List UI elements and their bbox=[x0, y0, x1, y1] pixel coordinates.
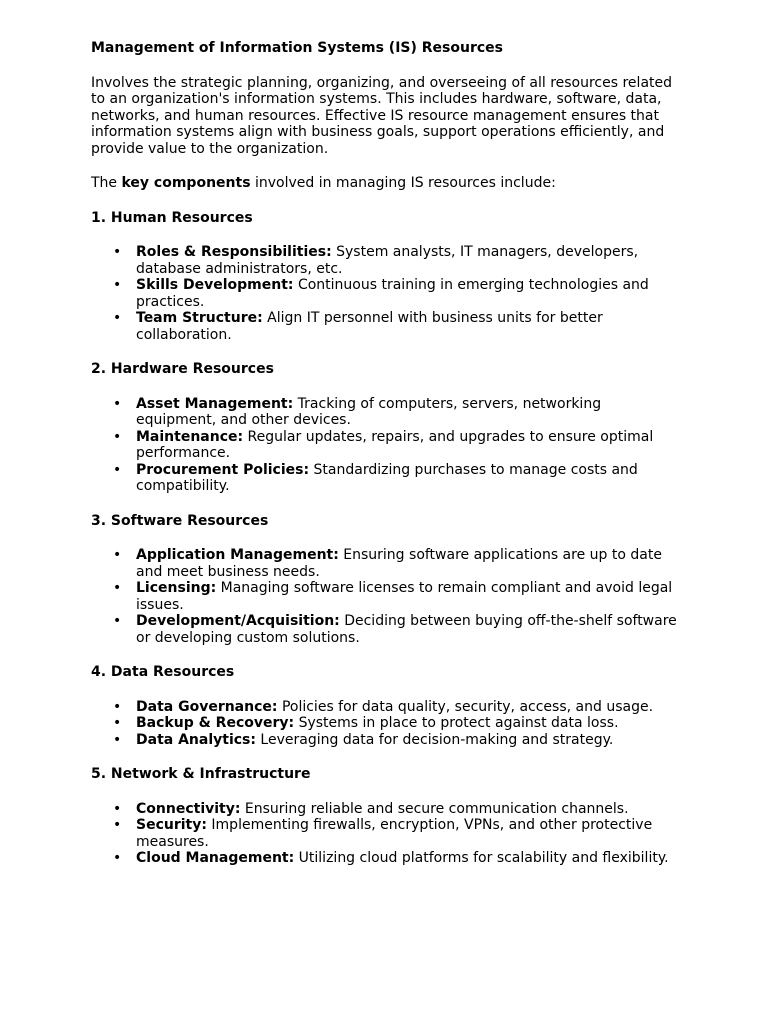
item-text: Align IT personnel with business units for better collaboration. bbox=[136, 310, 603, 343]
item-text: Regular updates, repairs, and upgrades to ensure optimal performance. bbox=[136, 428, 654, 461]
item-term: Connectivity: bbox=[136, 800, 241, 817]
list-item bbox=[136, 801, 681, 818]
list-item bbox=[136, 396, 681, 429]
item-term: Development/Acquisition: bbox=[136, 613, 340, 629]
item-text: Deciding between buying off-the-shelf software or developing custom solutions. bbox=[136, 613, 677, 646]
list-item bbox=[136, 244, 681, 277]
item-text: Systems in place to protect against data loss. bbox=[294, 715, 619, 731]
list-item bbox=[136, 277, 681, 310]
item-term: Application Management: bbox=[136, 547, 339, 563]
list-item bbox=[136, 429, 681, 462]
document-body bbox=[91, 40, 681, 867]
item-text: Utilizing cloud platforms for scalability and flexibility. bbox=[294, 850, 669, 866]
item-term: Backup & Recovery: bbox=[136, 715, 295, 731]
lead-after: involved in managing IS resources include: bbox=[250, 175, 556, 191]
section-list-hardware-resources bbox=[91, 396, 681, 495]
item-text: Managing software licenses to remain compliant and avoid legal issues. bbox=[136, 580, 673, 613]
item-term: Cloud Management: bbox=[136, 850, 295, 866]
item-text: Ensuring reliable and secure communication channels. bbox=[240, 800, 629, 817]
lead-before: The bbox=[91, 175, 122, 191]
lead-paragraph bbox=[91, 175, 681, 192]
item-text: System analysts, IT managers, developers, database administrators, etc. bbox=[136, 244, 639, 277]
item-term: Data Governance: bbox=[136, 698, 278, 715]
list-item bbox=[136, 715, 681, 732]
item-term: Data Analytics: bbox=[136, 731, 256, 748]
section-list-human-resources bbox=[91, 244, 681, 343]
section-list-data-resources bbox=[91, 699, 681, 749]
item-term: Procurement Policies: bbox=[136, 461, 310, 478]
item-text: Standardizing purchases to manage costs and compatibility. bbox=[136, 461, 638, 494]
lead-bold: key components bbox=[121, 175, 251, 191]
item-text: Implementing firewalls, encryption, VPNs, and other protective measures. bbox=[136, 817, 653, 850]
item-term: Maintenance: bbox=[136, 428, 244, 445]
list-item bbox=[136, 699, 681, 716]
item-term: Security: bbox=[136, 817, 207, 833]
item-text: Ensuring software applications are up to date and meet business needs. bbox=[136, 547, 662, 580]
document-title: Management of Information Systems (IS) Resources bbox=[91, 40, 503, 56]
item-text: Tracking of computers, servers, networking equipment, and other devices. bbox=[136, 395, 602, 428]
item-text: Leveraging data for decision-making and strategy. bbox=[255, 731, 614, 748]
item-text: Continuous training in emerging technologies and practices. bbox=[136, 277, 649, 310]
section-heading-network-infrastructure: 5. Network & Infrastructure bbox=[91, 766, 311, 782]
list-item bbox=[136, 732, 681, 749]
list-item bbox=[136, 547, 681, 580]
section-heading-data-resources: 4. Data Resources bbox=[91, 664, 235, 680]
list-item bbox=[136, 613, 681, 646]
item-term: Skills Development: bbox=[136, 277, 294, 293]
list-item bbox=[136, 462, 681, 495]
item-term: Roles & Responsibilities: bbox=[136, 244, 332, 260]
list-item bbox=[136, 580, 681, 613]
section-list-software-resources bbox=[91, 547, 681, 646]
section-heading-software-resources: 3. Software Resources bbox=[91, 512, 269, 529]
list-item bbox=[136, 817, 681, 850]
list-item bbox=[136, 850, 681, 867]
list-item bbox=[136, 310, 681, 343]
section-heading-human-resources: 1. Human Resources bbox=[91, 209, 253, 226]
item-term: Team Structure: bbox=[136, 310, 263, 326]
item-text: Policies for data quality, security, access, and usage. bbox=[277, 698, 654, 715]
item-term: Asset Management: bbox=[136, 395, 294, 412]
intro-paragraph: Involves the strategic planning, organizing, and overseeing of all resources related to an organization's information systems. This includes hardware, software, data, networks, and human resources. Effective IS resource management ensures that information systems align with business goals, support operations efficiently, and provide value to the organization. bbox=[91, 74, 673, 157]
section-list-network-infrastructure bbox=[91, 801, 681, 867]
section-heading-hardware-resources: 2. Hardware Resources bbox=[91, 361, 274, 377]
item-term: Licensing: bbox=[136, 580, 217, 596]
